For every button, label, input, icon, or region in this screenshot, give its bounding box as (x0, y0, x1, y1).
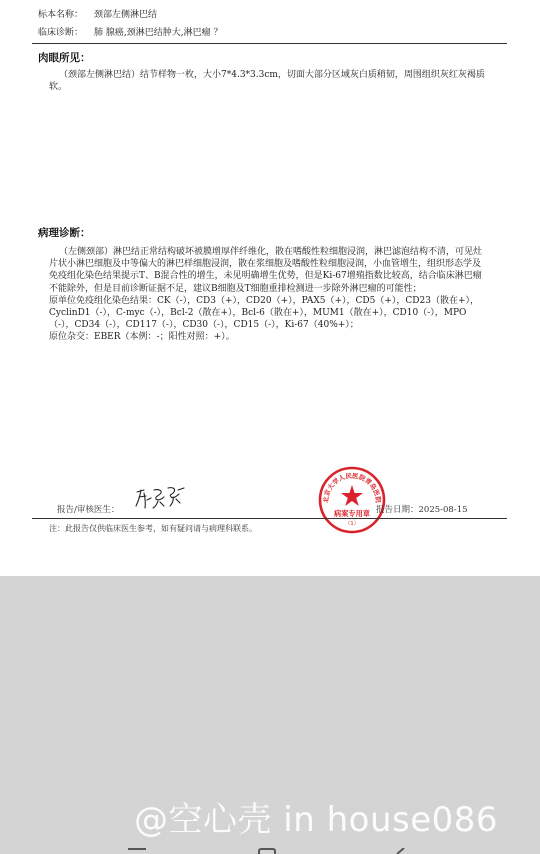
diagnosis-main: （左侧颈部）淋巴结正常结构破坏被膜增厚伴纤维化，散在嗜酸性粒细胞浸润，淋巴滤泡结构不清，可见灶片状小淋巴细胞及中等偏大的淋巴样细胞浸润，散在浆细胞及嗜酸性粒细胞浸润，小血管增生，组织形态学及免疫组化染色结果提示T、B混合性的增生，未见明确增生优势，但是Ki-67增殖指数比较高，结合临床淋巴瘤不能除外，但是目前诊断证据不足，建议B细胞及T细胞重排检测进一步除外淋巴瘤的可能性； (49, 247, 483, 294)
doctor-label: 报告/审核医生： (57, 505, 120, 515)
gross-text-block (49, 69, 489, 93)
doctor-signature (134, 484, 194, 510)
clinical-row (38, 27, 222, 39)
home-icon[interactable] (258, 848, 276, 854)
gross-text: （颈部左侧淋巴结）结节样物一枚，大小7*4.3*3.3cm，切面大部分区域灰白质稍韧，周围组织灰红灰褐质软。 (49, 70, 485, 93)
clinical-label: 临床诊断： (38, 28, 84, 38)
seal-number: （1） (344, 521, 360, 527)
diagnosis-ish: 原位杂交：EBER（本例：-；阳性对照：+）。 (49, 332, 235, 343)
clinical-value: 肺 腺癌,颈淋巴结肿大,淋巴瘤 ？ (94, 28, 223, 38)
date-label: 报告日期： (376, 505, 419, 515)
footer-divider (32, 518, 507, 519)
report-date (376, 503, 468, 515)
date-value: 2025-08-15 (418, 505, 468, 515)
diagnosis-text-block (49, 246, 489, 344)
watermark-text: @空心壳 in house086 (134, 800, 499, 840)
diagnosis-ihc: 原单位免疫组化染色结果：CK（-），CD3（+），CD20（+），PAX5（+），CD5（+），CD23（散在+），CyclinD1（-），C-myc（-），Bcl-2（散在+），Bcl-6（散在+），MUM1（散在+），CD10（-），MPO（-），CD34（-），CD117（-），CD30（-），CD15（-），Ki-67（40%+）； (49, 295, 479, 331)
hospital-seal (318, 466, 386, 534)
menu-icon[interactable] (128, 848, 146, 854)
header-divider (32, 43, 507, 44)
system-navigation-bar (0, 830, 540, 854)
specimen-label: 标本名称： (38, 10, 84, 20)
seal-top-text: 北京大学人民医院青岛医院 (321, 471, 383, 504)
footer-note: 注：此报告仅供临床医生参考，如有疑问请与病理科联系。 (49, 524, 257, 533)
diagnosis-title: 病理诊断： (38, 227, 91, 239)
gross-title: 肉眼所见： (38, 52, 91, 64)
specimen-row (38, 9, 157, 21)
specimen-value: 颈部左侧淋巴结 (94, 10, 158, 20)
back-icon[interactable] (394, 848, 406, 854)
seal-bottom-text: 病案专用章 (334, 509, 370, 518)
